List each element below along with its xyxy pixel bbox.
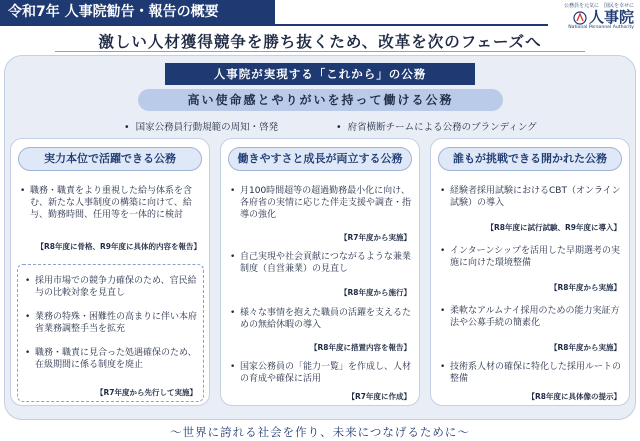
list-item: • 自己実現や社会貢献につながるような兼業制度（自営兼業）の見直し [230, 252, 411, 274]
schedule-tag: 【R8年度に骨格、R9年度に具体的内容を報告】 [36, 242, 201, 251]
page-title: 令和7年 人事院勧告・報告の概要 [0, 0, 275, 25]
bullet-icon: • [440, 362, 446, 372]
schedule-tag: 【R8年度から実施】 [550, 283, 621, 292]
top-bullet-branding: • 府省横断チームによる公務のブランディング [336, 122, 537, 133]
list-item: • 国家公務員の「能力一覧」を作成し、人材の育成や確保に活用 [230, 362, 412, 384]
column-work-life [220, 138, 420, 406]
schedule-tag: 【R7年度から実施】 [340, 233, 411, 242]
footer-slogan: ～世界に誇れる社会を作り、未来につなげるために～ [170, 425, 470, 439]
column-open-to-all [430, 138, 630, 406]
column-heading: 誰もが挑戦できる開かれた公務 [438, 147, 622, 171]
bullet-icon: • [25, 348, 31, 358]
schedule-tag: 【R8年度に試行試験、R9年度に導入】 [486, 223, 621, 232]
list-item: • 経験者採用試験におけるCBT（オンライン試験）の導入 [440, 186, 621, 208]
column-heading: 実力本位で活躍できる公務 [18, 147, 202, 171]
schedule-tag: 【R8年度から実施】 [550, 343, 621, 352]
bullet-icon: • [336, 122, 342, 133]
top-bullet-code-of-conduct: • 国家公務員行動規範の周知・啓発 [124, 122, 279, 133]
list-item: • 柔軟なアルムナイ採用のための能力実証方法や公募手続の簡素化 [440, 306, 620, 328]
bullet-icon: • [25, 276, 31, 286]
schedule-tag: 【R8年度から施行】 [340, 288, 411, 297]
column-heading: 働きやすさと成長が両立する公務 [228, 147, 412, 171]
list-item: • 採用市場での競争力確保のため、官民給与の比較対象を見直し [25, 276, 197, 298]
logo-tagline: 公務員を元気に 国民を幸せに [563, 3, 634, 9]
column-merit-based [10, 138, 210, 406]
list-item: • 月100時間超等の超過勤務最小化に向け、各府省の実情に応じた伴走支援や調査・指導の強化 [230, 186, 412, 220]
mission-banner: 高い使命感とやりがいを持って働ける公務 [138, 89, 503, 111]
main-heading: 激しい人材獲得競争を勝ち抜くため、改革を次のフェーズへ [98, 33, 542, 51]
bullet-icon: • [440, 306, 446, 316]
bullet-icon: • [230, 362, 236, 372]
ribbon-heading: 人事院が実現する「これから」の公務 [165, 63, 475, 85]
schedule-tag: 【R7年度に作成】 [347, 392, 411, 401]
list-item: • 業務の特殊・困難性の高まりに伴い本府省業務調整手当を拡充 [25, 312, 198, 334]
list-item: • 技術系人材の確保に特化した採用ルートの整備 [440, 362, 622, 384]
bullet-icon: • [230, 308, 236, 318]
bullet-icon: • [20, 186, 26, 196]
bullet-icon: • [440, 186, 446, 196]
logo-name: 人事院 [588, 8, 634, 26]
list-item: • インターンシップを活用した早期選考の実施に向けた環境整備 [440, 246, 621, 268]
bullet-icon: • [440, 246, 446, 256]
list-item: • 様々な事情を抱えた職員の活躍を支えるための無給休暇の導入 [230, 308, 412, 330]
heading-divider [55, 51, 585, 52]
list-item: • 職務・職責に見合った処遇確保のため、在級期間に係る制度を廃止 [25, 348, 197, 370]
bullet-icon: • [230, 252, 236, 262]
bullet-icon: • [230, 186, 236, 196]
title-underline [0, 24, 548, 26]
schedule-tag: 【R8年度に具体像の提示】 [527, 392, 621, 401]
bullet-icon: • [124, 122, 130, 133]
npa-logo [544, 2, 634, 32]
schedule-tag: 【R7年度から先行して実施】 [96, 388, 197, 397]
bullet-icon: • [25, 312, 31, 322]
schedule-tag: 【R8年度に措置内容を報告】 [310, 343, 411, 352]
logo-english: National Personnel Authority [568, 25, 634, 30]
list-item: • 職務・職責をより重視した給与体系を含む、新たな人事制度の構築に向けて、給与、勤務時間、任用等を一体的に検討 [20, 186, 193, 220]
npa-emblem-icon [573, 11, 587, 25]
